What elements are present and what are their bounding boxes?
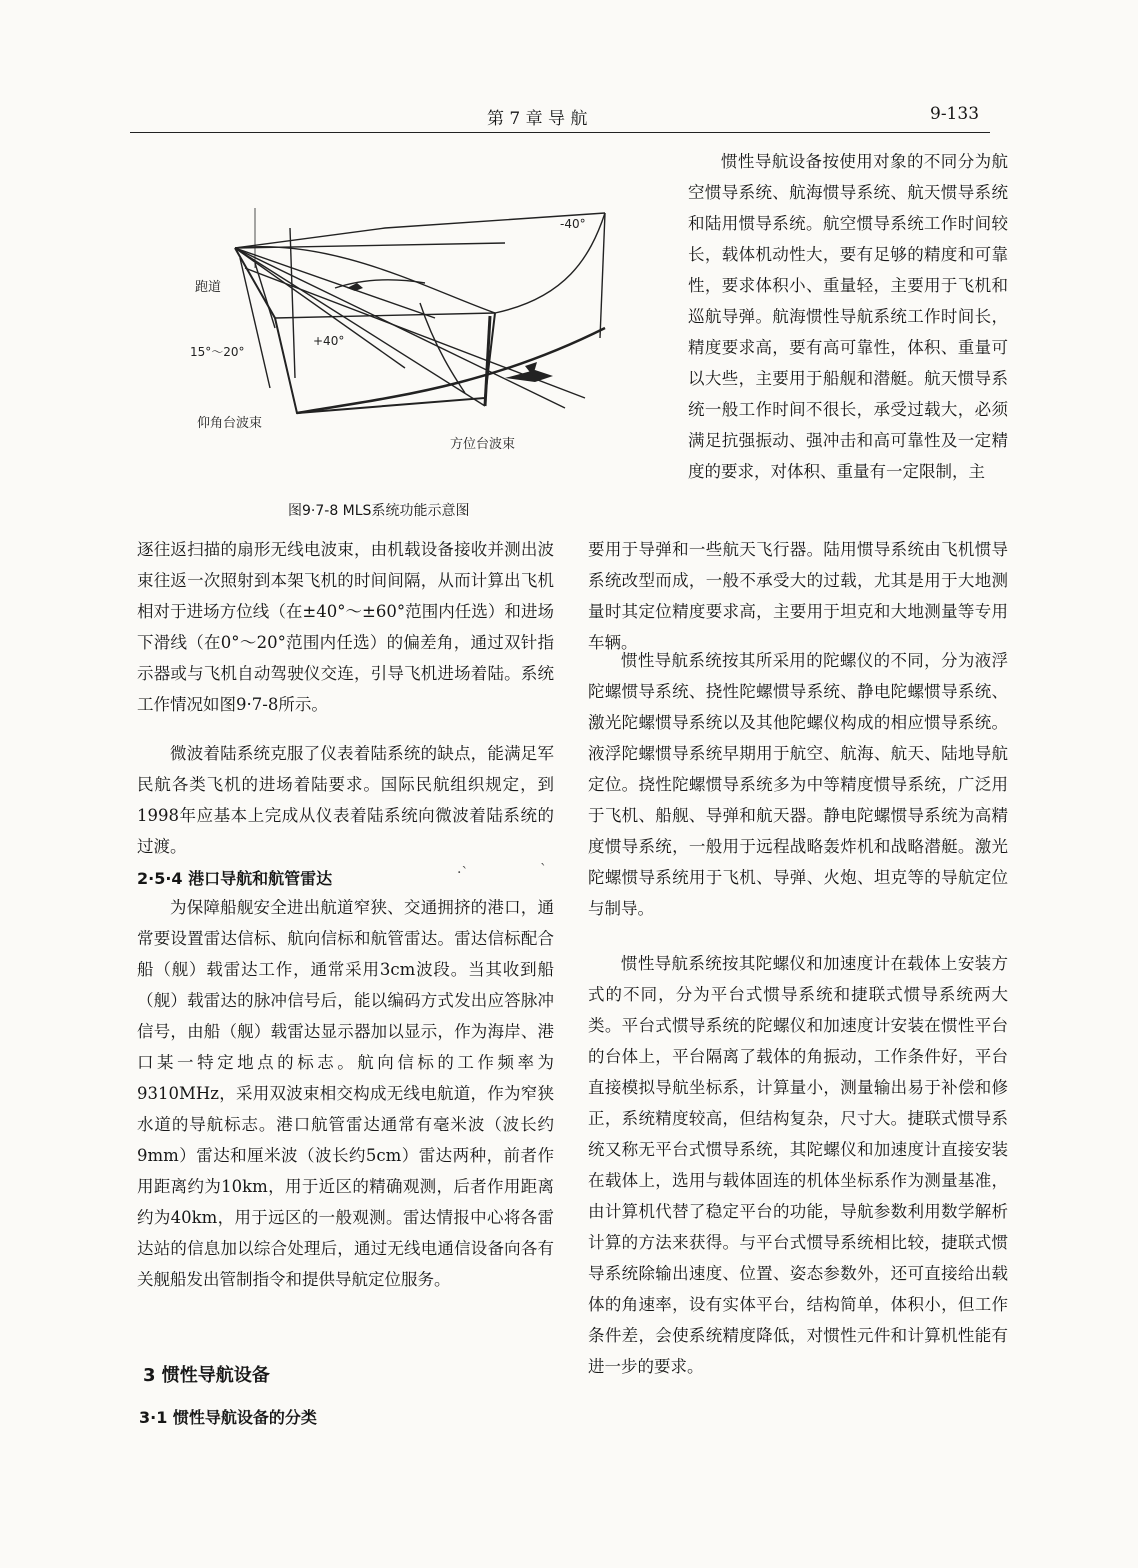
plus40-angle-label: +40° bbox=[313, 334, 345, 348]
figure-caption: 图9·7-8 MLS系统功能示意图 bbox=[288, 503, 470, 519]
elevation-beam-label: 仰角台波束 bbox=[197, 416, 263, 431]
header-rule bbox=[130, 132, 990, 133]
right-paragraph-3: 惯性导航系统按其陀螺仪和加速度计在载体上安装方式的不同，分为平台式惯导系统和捷联式惯导系统两大类。平台式惯导系统的陀螺仪和加速度计安装在惯性平台的台体上，平台隔离了载体的角振动，工作条件好，平台直接模拟导航坐标系，计算量小，测量输出易于补偿和修正，系统精度较高，但结构复杂，尺寸大。捷联式惯导系统又称无平台式惯导系统，其陀螺仪和加速度计直接安装在载体上，选用与载体固连的机体坐标系作为测量基准，由计算机代替了稳定平台的功能，导航参数利用数学解析计算的方法来获得。与平台式惯导系统相比较，捷联式惯导系统除输出速度、位置、姿态参数外，还可直接给出载体的角速率，设有实体平台，结构简单，体积小，但工作条件差，会使系统精度降低，对惯性元件和计算机性能有进一步的要求。 bbox=[588, 954, 1008, 1376]
left-paragraph-2: 微波着陆系统克服了仪表着陆系统的缺点，能满足军民航各类飞机的进场着陆要求。国际民航组织规定，到1998年应基本上完成从仪表着陆系统向微波着陆系统的过渡。 bbox=[137, 744, 554, 856]
azimuth-beam-label: 方位台波束 bbox=[450, 437, 516, 452]
mls-diagram bbox=[185, 148, 625, 493]
left-paragraph-1: 逐往返扫描的扇形无线电波束，由机载设备接收并测出波束往返一次照射到本架飞机的时间间隔，从而计算出飞机相对于进场方位线（在±40°～±60°范围内任选）和进场下滑线（在0°～20°范围内任选）的偏差角，通过双针指示器或与飞机自动驾驶仪交连，引导飞机进场着陆。系统工作情况如图9·7-8所示。 bbox=[137, 540, 554, 714]
right-paragraph-1-bottom: 要用于导弹和一些航天飞行器。陆用惯导系统由飞机惯导系统改型而成，一般不承受大的过载，尤其是用于大地测量时其定位精度要求高，主要用于坦克和大地测量等专用车辆。 bbox=[588, 540, 1008, 652]
runway-label: 跑道 bbox=[195, 280, 222, 295]
section-heading-3: 3 惯性导航设备 bbox=[143, 1365, 270, 1386]
left-paragraph-3: 为保障船舰安全进出航道窄狭、交通拥挤的港口，通常要设置雷达信标、航向信标和航管雷达。雷达信标配合船（舰）载雷达工作，通常采用3cm波段。当其收到船（舰）载雷达的脉冲信号后，能以编码方式发出应答脉冲信号，由船（舰）载雷达显示器加以显示，作为海岸、港口某一特定地点的标志。航向信标的工作频率为9310MHz，采用双波束相交构成无线电航道，作为窄狭水道的导航标志。港口航管雷达通常有毫米波（波长约9mm）雷达和厘米波（波长约5cm）雷达两种，前者作用距离约为10km，用于近区的精确观测，后者作用距离约为40km，用于远区的一般观测。雷达情报中心将各雷达站的信息加以综合处理后，通过无线电通信设备向各有关舰船发出管制指令和提供导航定位服务。 bbox=[137, 898, 554, 1289]
chapter-header: 第 7 章 导 航 bbox=[487, 109, 588, 129]
mls-diagram-svg bbox=[185, 148, 625, 493]
elevation-range-label: 15°～20° bbox=[190, 345, 245, 359]
scan-speck: ˋ bbox=[540, 862, 547, 878]
section-heading-3-1: 3·1 惯性导航设备的分类 bbox=[139, 1408, 317, 1427]
scan-speck: ·ˋ bbox=[457, 865, 469, 881]
page-number: 9-133 bbox=[930, 104, 980, 124]
section-heading-2-5-4: 2·5·4 港口导航和航管雷达 bbox=[137, 869, 333, 888]
azimuth-angle-label: -40° bbox=[560, 217, 586, 231]
right-paragraph-2: 惯性导航系统按其所采用的陀螺仪的不同，分为液浮陀螺惯导系统、挠性陀螺惯导系统、静电陀螺惯导系统、激光陀螺惯导系统以及其他陀螺仪构成的相应惯导系统。液浮陀螺惯导系统早期用于航空、航海、航天、陆地导航定位。挠性陀螺惯导系统多为中等精度惯导系统，广泛用于飞机、船舰、导弹和航天器。静电陀螺惯导系统为高精度惯导系统，一般用于远程战略轰炸机和战略潜艇。激光陀螺惯导系统用于飞机、导弹、火炮、坦克等的导航定位与制导。 bbox=[588, 651, 1008, 918]
right-paragraph-1-top: 惯性导航设备按使用对象的不同分为航空惯导系统、航海惯导系统、航天惯导系统和陆用惯导系统。航空惯导系统工作时间较长，载体机动性大，要有足够的精度和可靠性，要求体积小、重量轻，主要用于飞机和巡航导弹。航海惯性导航系统工作时间长，精度要求高，要有高可靠性，体积、重量可以大些，主要用于船舰和潜艇。航天惯导系统一般工作时间不很长，承受过载大，必须满足抗强振动、强冲击和高可靠性及一定精度的要求，对体积、重量有一定限制，主 bbox=[688, 152, 1008, 481]
